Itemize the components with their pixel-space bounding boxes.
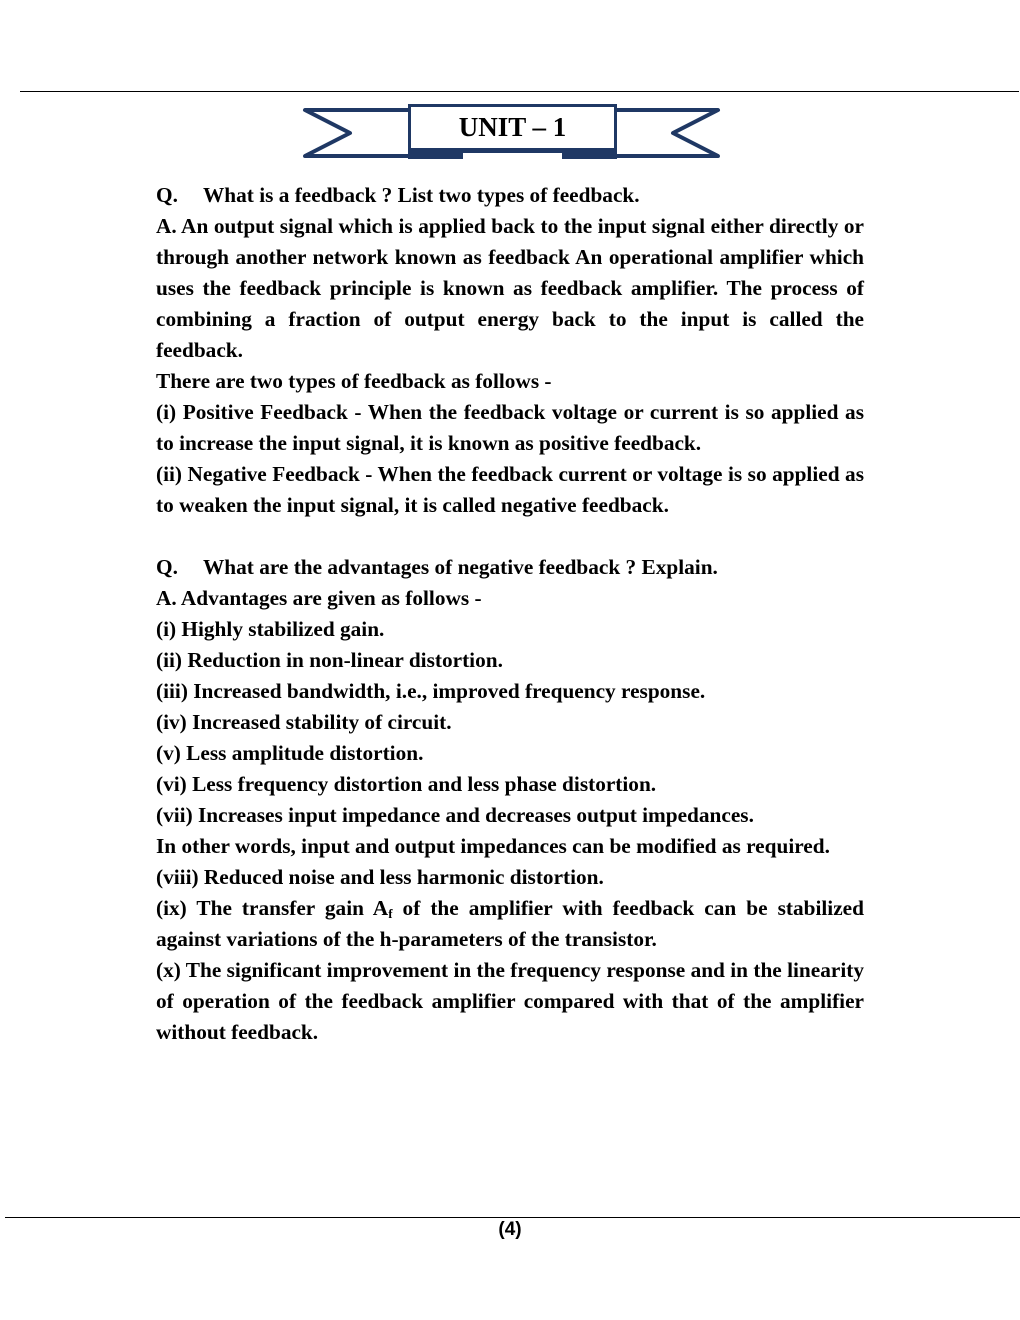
- list-item: (vi) Less frequency distortion and less phase distortion.: [156, 772, 657, 796]
- document-body: [156, 180, 864, 1048]
- unit-banner: [300, 98, 728, 164]
- list-item: (ii) Reduction in non-linear distortion.: [156, 648, 503, 672]
- answer-paragraph: A. An output signal which is applied back to the input signal either directly or through another network known as feedback An operational amplifier which uses the feedback principle is known as feedback amplifier. The process of combining a fraction of output energy back to the input is called the feedback.: [156, 214, 864, 362]
- list-item: (viii) Reduced noise and less harmonic distortion.: [156, 865, 604, 889]
- item-ix-subscript: f: [388, 906, 393, 921]
- question-2: [156, 552, 864, 583]
- list-item: (x) The significant improvement in the frequency response and in the linearity of operation of the feedback amplifier compared with that of the amplifier without feedback.: [156, 958, 864, 1044]
- list-item: (vii) Increases input impedance and decreases output impedances.: [156, 803, 754, 827]
- section-spacer: [156, 521, 864, 552]
- answer-intro: A. Advantages are given as follows -: [156, 586, 482, 610]
- list-item: (v) Less amplitude distortion.: [156, 741, 424, 765]
- question-label: Q.: [156, 183, 178, 207]
- question-label: Q.: [156, 555, 178, 579]
- question-text: What are the advantages of negative feedback ? Explain.: [203, 555, 718, 579]
- positive-feedback: (i) Positive Feedback - When the feedback voltage or current is so applied as to increase the input signal, it is known as positive feedback.: [156, 400, 864, 455]
- list-item: (iv) Increased stability of circuit.: [156, 710, 452, 734]
- question-text: What is a feedback ? List two types of feedback.: [203, 183, 640, 207]
- bottom-rule: [5, 1217, 1020, 1218]
- item-ix-text: (ix) The transfer gain A: [156, 896, 389, 920]
- negative-feedback: (ii) Negative Feedback - When the feedback current or voltage is so applied as to weaken the input signal, it is called negative feedback.: [156, 462, 864, 517]
- item-ix-text-cont: of the amplifier with feedback can be stabilized against variations of the h-parameters of the transistor.: [156, 896, 864, 951]
- question-1: [156, 180, 864, 211]
- top-rule: [20, 91, 1019, 92]
- list-item: (iii) Increased bandwidth, i.e., improved frequency response.: [156, 679, 706, 703]
- list-item: In other words, input and output impedances can be modified as required.: [156, 834, 830, 858]
- unit-title: UNIT – 1: [408, 104, 617, 153]
- list-item: (i) Highly stabilized gain.: [156, 617, 385, 641]
- page-number: (4): [498, 1219, 522, 1240]
- types-intro: There are two types of feedback as follows -: [156, 369, 552, 393]
- list-item: [156, 893, 864, 955]
